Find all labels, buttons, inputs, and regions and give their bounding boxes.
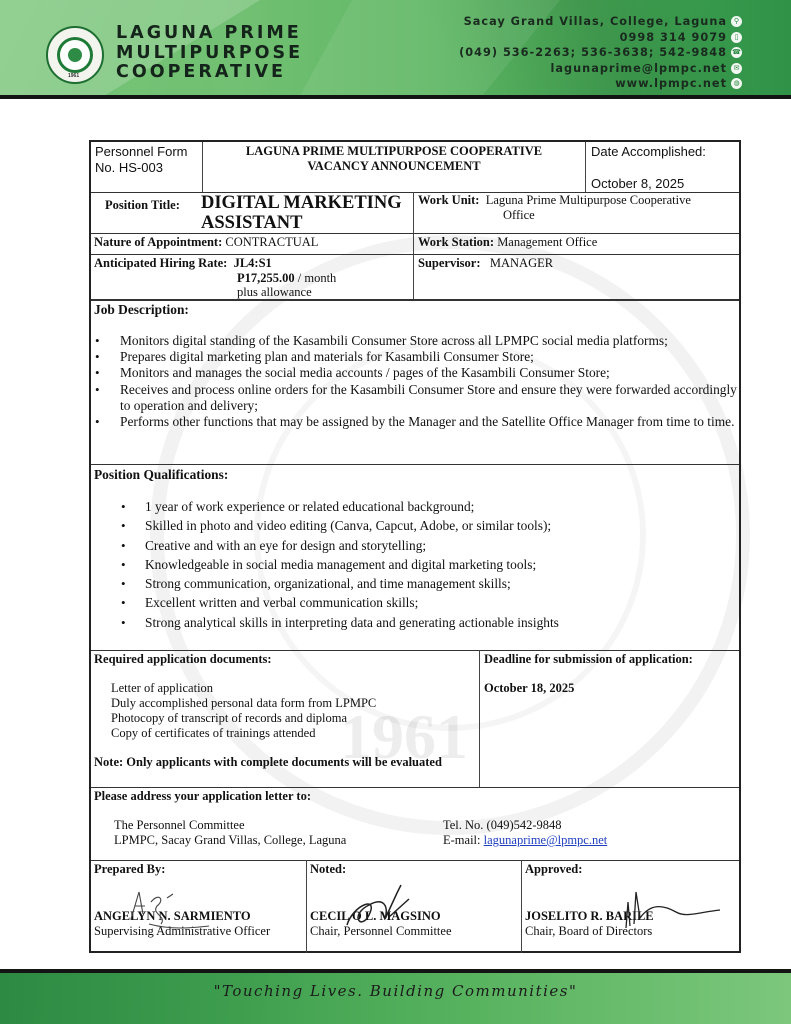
nature-of-appointment-cell: [94, 235, 412, 250]
telephone-icon: ☎: [732, 48, 741, 57]
hiring-rate-grade: JL4:S1: [233, 256, 272, 270]
position-title-value: [201, 193, 402, 233]
qualification-item: • Excellent written and verbal communication skills;: [121, 593, 738, 612]
signatory-noted: [310, 862, 520, 950]
required-documents-heading: Required application documents:: [94, 652, 272, 666]
contact-icons: [731, 16, 742, 94]
job-duty-item: • Monitors and manages the social media accounts / pages of the Kasambili Consumer Store;: [94, 365, 738, 381]
supervisor-cell: [418, 256, 738, 271]
form-number-value: No. HS-003: [95, 160, 163, 175]
required-document-item: Photocopy of transcript of records and diploma: [111, 711, 348, 725]
form-number-label: Personnel Form: [95, 144, 188, 159]
work-unit-value-cont: Office: [503, 208, 535, 222]
column-divider: [521, 860, 522, 953]
org-name-line: COOPERATIVE: [116, 62, 286, 82]
required-documents-list: [94, 681, 478, 741]
deadline-heading: Deadline for submission of application:: [484, 652, 693, 666]
contact-address: Sacay Grand Villas, College, Laguna: [463, 15, 727, 28]
column-divider: [479, 650, 480, 787]
contact-email-link[interactable]: lagunaprime@lpmpc.net: [483, 833, 608, 847]
date-accomplished-label: Date Accomplished:: [591, 144, 706, 159]
work-unit-cell: [418, 193, 738, 223]
required-documents-section: [94, 652, 478, 770]
form-title-cell: [203, 144, 585, 174]
work-unit-value: Laguna Prime Multipurpose Cooperative: [485, 193, 691, 207]
work-station-label: Work Station:: [418, 235, 495, 249]
row-divider: [91, 464, 739, 465]
signatory-label: Approved:: [525, 862, 583, 876]
signatory-prepared-by: [94, 862, 304, 950]
row-divider: [91, 860, 739, 861]
seal-inner-ring: [57, 37, 93, 73]
contact-mobile: 0998 314 9079: [619, 30, 727, 44]
signatory-name: ANGELYN N. SARMIENTO: [94, 909, 251, 923]
email-icon: ✉: [731, 63, 742, 74]
supervisor-label: Supervisor:: [418, 256, 481, 270]
job-duty-item: • Monitors digital standing of the Kasambili Consumer Store across all LPMPC social media platforms;: [94, 333, 738, 349]
contact-info: [459, 14, 727, 92]
nature-label: Nature of Appointment:: [94, 235, 223, 249]
position-title-line: DIGITAL MARKETING: [201, 193, 402, 213]
qualification-item: • 1 year of work experience or related educational background;: [121, 497, 738, 516]
cooperative-tagline: "Touching Lives. Building Communities": [213, 982, 578, 1000]
signatory-approved: [525, 862, 737, 950]
mobile-phone-icon: ▯: [731, 32, 742, 43]
signatory-label: Noted:: [310, 862, 347, 876]
job-duty-item: • Receives and process online orders for the Kasambili Consumer Store and ensure they were forwarded accordingly to operation and delivery;: [94, 382, 738, 414]
required-document-item: Letter of application: [111, 681, 214, 695]
column-divider: [585, 142, 586, 192]
required-document-item: Duly accomplished personal data form from LPMPC: [111, 696, 377, 710]
signatory-label: Prepared By:: [94, 862, 166, 876]
hiring-rate-period: / month: [294, 270, 337, 285]
date-accomplished-cell: [591, 144, 739, 192]
seal-emblem-icon: [68, 48, 82, 62]
cooperative-seal-logo: [46, 26, 104, 84]
letterhead-footer: [0, 972, 791, 1024]
form-number-cell: [95, 144, 201, 176]
row-divider: [91, 650, 739, 651]
recipient-location: LPMPC, Sacay Grand Villas, College, Laguna: [114, 833, 347, 847]
job-description-section: [94, 301, 738, 430]
position-title-label: Position Title:: [105, 198, 180, 212]
column-divider: [413, 192, 414, 299]
form-title-doc: VACANCY ANNOUNCEMENT: [307, 159, 481, 173]
row-divider: [91, 254, 739, 255]
work-unit-label: Work Unit:: [418, 193, 480, 207]
job-description-list: [94, 333, 738, 430]
qualification-item: • Strong analytical skills in interpreting data and generating actionable insights: [121, 613, 738, 632]
contact-email[interactable]: lagunaprime@lpmpc.net: [550, 61, 727, 75]
address-section: [94, 789, 738, 847]
address-heading: Please address your application letter to:: [94, 789, 311, 803]
organization-name: [116, 24, 303, 83]
signatory-position: Supervising Administrative Officer: [94, 924, 271, 938]
job-duty-item: • Performs other functions that may be assigned by the Manager and the Satellite Office Manager from time to time.: [94, 414, 738, 430]
location-pin-icon: ⚲: [731, 16, 742, 27]
globe-icon: ◍: [731, 78, 742, 89]
contact-email-label: E-mail:: [443, 833, 484, 847]
signatory-name: JOSELITO R. BARILE: [525, 909, 654, 923]
position-title-line: ASSISTANT: [201, 213, 303, 233]
signatory-name: CECIL O L. MAGSINO: [310, 909, 441, 923]
nature-value: CONTRACTUAL: [225, 235, 319, 249]
hiring-rate-cell: [94, 256, 412, 300]
qualifications-list: [121, 497, 738, 632]
org-name-line: MULTIPURPOSE: [116, 42, 304, 63]
form-title-org: LAGUNA PRIME MULTIPURPOSE COOPERATIVE: [245, 144, 543, 158]
column-divider: [306, 860, 307, 953]
documents-note: Note: Only applicants with complete documents will be evaluated: [94, 755, 442, 769]
qualification-item: • Knowledgeable in social media management and digital marketing tools;: [121, 555, 738, 574]
qualification-item: • Strong communication, organizational, and time management skills;: [121, 574, 738, 593]
work-station-value: Management Office: [497, 235, 598, 249]
required-document-item: Copy of certificates of trainings attended: [111, 726, 316, 740]
job-duty-item: • Prepares digital marketing plan and materials for Kasambili Consumer Store;: [94, 349, 738, 365]
qualifications-section: [94, 466, 738, 632]
signatory-position: Chair, Personnel Committee: [310, 924, 452, 938]
hiring-rate-label: Anticipated Hiring Rate:: [94, 256, 228, 270]
address-contact: [443, 818, 607, 848]
hiring-rate-amount: P17,255.00: [237, 270, 295, 285]
job-description-heading: Job Description:: [94, 302, 189, 317]
date-accomplished-value: October 8, 2025: [591, 176, 685, 191]
work-station-cell: [418, 235, 738, 250]
contact-tel: Tel. No. (049)542-9848: [443, 818, 562, 832]
deadline-section: [484, 652, 738, 696]
recipient-name: The Personnel Committee: [114, 818, 245, 832]
row-divider: [91, 787, 739, 788]
hiring-rate-extra: plus allowance: [237, 285, 312, 299]
contact-landlines: (049) 536-2263; 536-3638; 542-9848: [459, 46, 727, 60]
qualification-item: • Creative and with an eye for design and storytelling;: [121, 536, 738, 555]
address-recipient: [114, 818, 346, 848]
org-name-line: LAGUNA PRIME: [116, 23, 302, 43]
supervisor-value: MANAGER: [489, 256, 554, 270]
qualifications-heading: Position Qualifications:: [94, 467, 229, 482]
contact-website[interactable]: www.lpmpc.net: [615, 77, 727, 91]
letterhead-banner: [0, 0, 791, 96]
signatory-position: Chair, Board of Directors: [525, 924, 653, 938]
watermark-year: 1961: [340, 701, 468, 772]
deadline-value: October 18, 2025: [484, 681, 575, 695]
qualification-item: • Skilled in photo and video editing (Canva, Capcut, Adobe, or similar tools);: [121, 516, 738, 535]
row-divider: [91, 233, 739, 234]
seal-year: 1961: [68, 73, 80, 79]
vacancy-announcement-form: [89, 140, 741, 953]
